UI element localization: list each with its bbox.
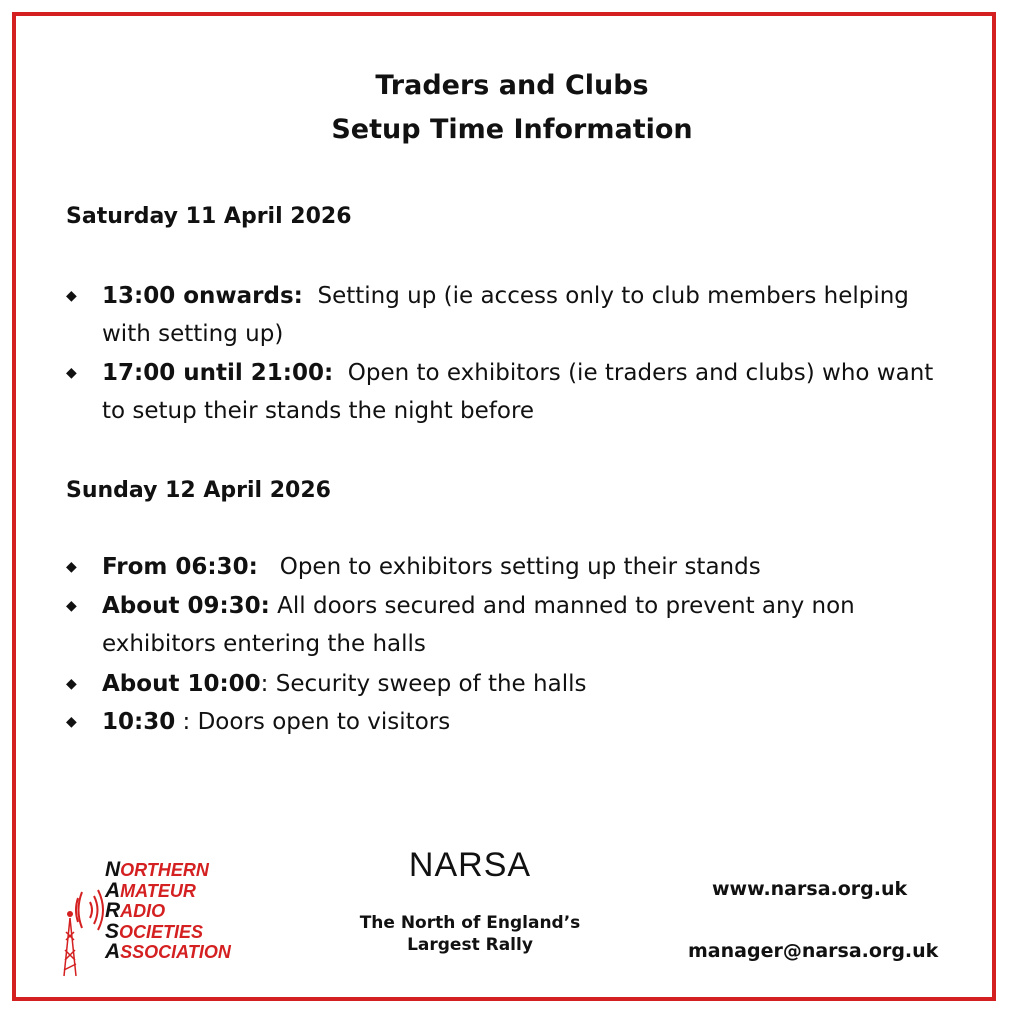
item-text: : Doors open to visitors bbox=[182, 709, 451, 735]
schedule-item bbox=[66, 548, 946, 586]
item-time: About 10:00 bbox=[102, 671, 261, 697]
radio-mast-icon bbox=[60, 860, 110, 980]
bullet-icon: ◆ bbox=[66, 676, 77, 692]
bullet-icon: ◆ bbox=[66, 288, 77, 304]
day-date: 11 April 2026 bbox=[185, 204, 352, 229]
item-time: About 09:30: bbox=[102, 593, 270, 619]
bullet-icon: ◆ bbox=[66, 559, 77, 575]
title-line-1: Traders and Clubs bbox=[375, 70, 649, 101]
title-line-2: Setup Time Information bbox=[331, 114, 693, 145]
item-time: From 06:30: bbox=[102, 554, 258, 580]
item-time: 10:30 bbox=[102, 709, 176, 735]
brand-name: NARSA bbox=[408, 846, 532, 884]
website-link[interactable]: www.narsa.org.uk bbox=[712, 878, 908, 900]
schedule-item bbox=[66, 354, 946, 430]
bullet-icon: ◆ bbox=[66, 598, 77, 614]
day-date: 12 April 2026 bbox=[165, 478, 331, 503]
bullet-icon: ◆ bbox=[66, 714, 77, 730]
item-time: 17:00 until 21:00: bbox=[102, 360, 334, 386]
schedule-item bbox=[66, 703, 946, 741]
item-text: Open to exhibitors (ie traders and clubs) who want to setup their stands the night before bbox=[102, 360, 934, 424]
logo-wordmark: NORTHERN AMATEUR RADIO SOCIETIES ASSOCIATION bbox=[105, 858, 231, 963]
item-text: All doors secured and manned to prevent any non exhibitors entering the halls bbox=[102, 593, 855, 657]
day-heading-saturday bbox=[66, 204, 352, 229]
email-link[interactable]: manager@narsa.org.uk bbox=[688, 940, 939, 962]
day-name: Saturday bbox=[66, 204, 178, 229]
item-time: 13:00 onwards: bbox=[102, 283, 303, 309]
schedule-item bbox=[66, 665, 946, 703]
narsa-logo bbox=[60, 860, 260, 980]
item-text: Open to exhibitors setting up their stands bbox=[279, 554, 761, 580]
bullet-icon: ◆ bbox=[66, 365, 77, 381]
item-text: : Security sweep of the halls bbox=[260, 671, 587, 697]
brand-tagline: The North of England’s Largest Rally bbox=[359, 913, 581, 955]
schedule-item bbox=[66, 587, 946, 663]
item-text: Setting up (ie access only to club members helping with setting up) bbox=[102, 283, 909, 347]
day-name: Sunday bbox=[66, 478, 158, 503]
day-heading-sunday bbox=[66, 478, 331, 503]
schedule-item bbox=[66, 277, 946, 353]
